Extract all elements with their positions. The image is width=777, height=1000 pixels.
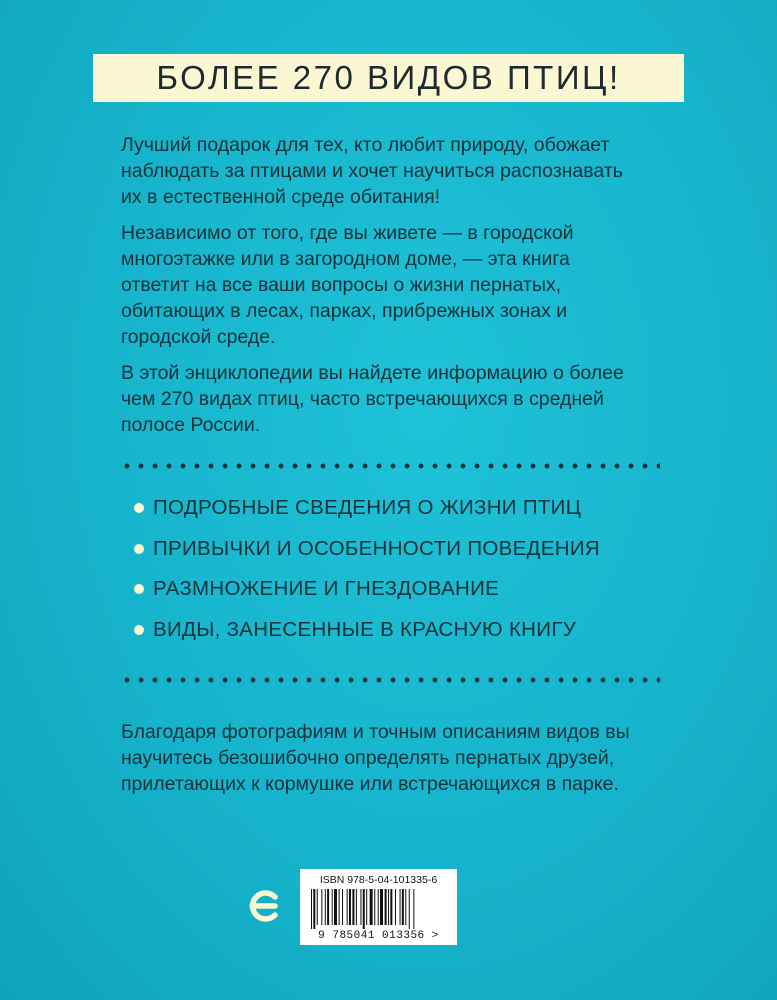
dotted-divider-bottom [120,677,660,683]
barcode-bar [346,889,347,925]
feature-label: ВИДЫ, ЗАНЕСЕННЫЕ В КРАСНУЮ КНИГУ [153,617,577,641]
barcode-bar [348,889,350,925]
bullet-icon [134,625,144,635]
barcode-bar [313,889,315,929]
barcode-bar [408,889,409,929]
barcode-digits: 9 785041 013356 > [318,930,439,942]
feature-label: ПОДРОБНЫЕ СВЕДЕНИЯ О ЖИЗНИ ПТИЦ [153,496,582,520]
barcode-bar [342,889,343,925]
banner-title: БОЛЕЕ 270 ВИДОВ ПТИЦ! [156,59,621,96]
feature-item [134,488,600,529]
title-banner [93,54,684,102]
bullet-icon [134,584,144,594]
dotted-divider-top [120,463,660,469]
barcode-bar [401,889,403,925]
feature-label: ПРИВЫЧКИ И ОСОБЕННОСТИ ПОВЕДЕНИЯ [153,536,600,560]
feature-label: РАЗМНОЖЕНИЕ И ГНЕЗДОВАНИЕ [153,577,500,601]
barcode-bar [316,889,317,925]
barcode-bar [327,889,329,925]
intro-paragraph-1: Лучший подарок для тех, кто любит природу, обожает наблюдать за птицами и хочет научиться распознавать их в естественной среде обитания! [121,134,623,208]
barcode-bar [324,889,325,925]
barcode-bar [360,889,361,925]
outro-text [121,719,641,807]
barcode-bar [380,889,383,925]
intro-paragraph-2: Независимо от того, где вы живете — в городской многоэтажке или в загородном доме, — эта книга ответит на все ваши вопросы о жизни пернатых, обитающих в лесах, парках, прибрежных зонах и городской среде. [121,222,574,348]
barcode-bar [377,889,378,925]
barcode-bar [413,889,414,929]
barcode-bar [338,889,339,925]
barcode-bar [374,889,375,925]
barcode-bar [394,889,395,925]
barcode-bar [369,889,372,925]
barcode-bar [388,889,389,925]
barcode-bar [366,889,367,925]
bullet-icon [134,503,144,513]
intro-paragraph-3: В этой энциклопедии вы найдете информацию о более чем 270 видах птиц, часто встречающихся в средней полосе России. [121,362,624,436]
barcode-bars [309,889,449,929]
feature-item [134,610,600,651]
barcode-bar [390,889,392,925]
barcode-bar [362,889,364,929]
barcode-bar [321,889,322,925]
publisher-logo-icon [246,884,280,933]
bullet-icon [134,544,144,554]
feature-item [134,569,600,610]
barcode [300,869,457,945]
barcode-bar [334,889,337,925]
feature-item [134,529,600,570]
outro-paragraph: Благодаря фотографиям и точным описаниям видов вы научитесь безошибочно определять пернатых друзей, прилетающих к кормушке или встречающихся в парке. [121,721,630,795]
barcode-bar [311,889,312,929]
intro-text [121,132,641,448]
barcode-bar [355,889,356,925]
feature-list [134,488,600,650]
barcode-bar [405,889,406,925]
barcode-bar [331,889,332,925]
barcode-bar [399,889,400,925]
barcode-bar [352,889,354,925]
barcode-bar [384,889,386,925]
isbn-label: ISBN 978-5-04-101335-6 [319,874,438,886]
